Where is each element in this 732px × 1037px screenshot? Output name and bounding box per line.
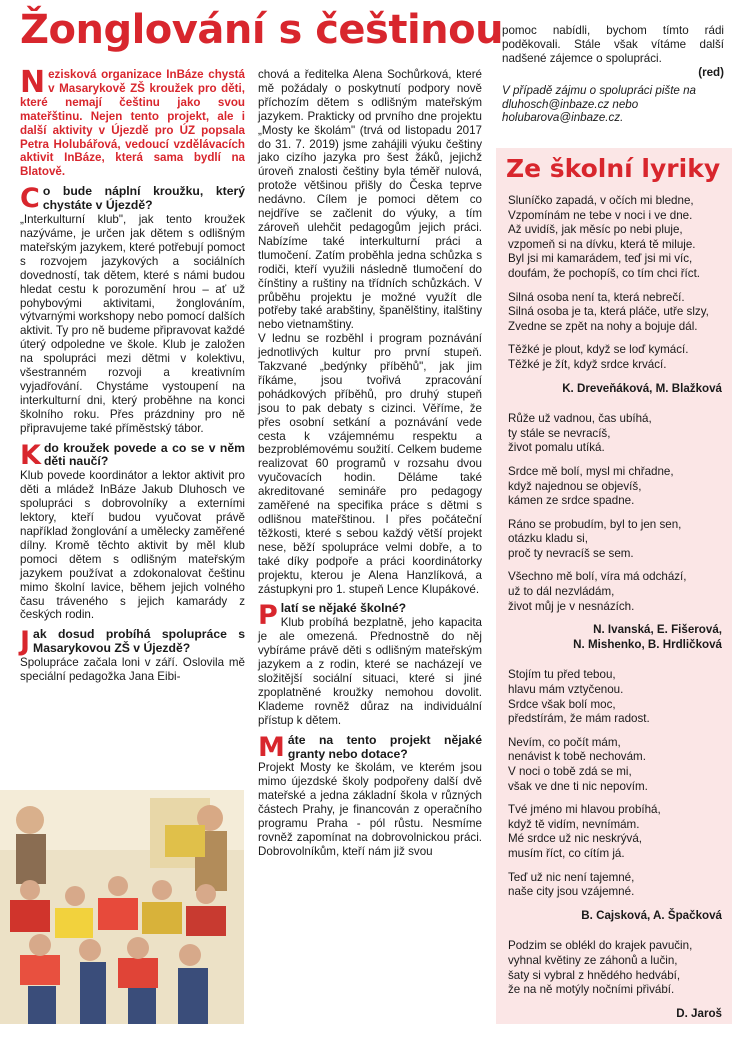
answer-3-cont: chová a ředitelka Alena Sochůrková, které mě požádaly o poskytnutí podpory nově příchozím dětem s odlišným mateřským jazykem. Prakticky od prvního dne projektu „Mosty ke školám" (trvá od listopadu 2017 do 31. 7. 2019) jsme zahájili výuku češtiny jako cizího jazyka pro šest žáků, jejichž úroveň znalosti češtiny byla téměř nulová, protože většinou přišly do Česka teprve nedávno. Cílem je pomoci dětem co nejdříve se začlenit do výuky, a tím zároveň ulehčit pedagogům jejich práci. Nabízíme také interkulturní práci a tlumočení. Zatím proběhla jedna schůzka s rodiči, kteří využili následně tlumočení do čínštiny a ruštiny na třídních schůzkách. V průběhu projektu je možné využít dle potřeby také arabštiny, španělštiny, italštiny nebo vietnamštiny. <box>258 68 482 332</box>
poems-list <box>508 194 722 1037</box>
q3-text: ak dosud probíhá spolupráce s Masarykovou ZŠ v Újezdě? <box>33 627 245 656</box>
q3-drop-cap: J <box>20 626 31 658</box>
q1-drop-cap: C <box>20 183 40 215</box>
q2-drop-cap: K <box>20 439 41 471</box>
lead-drop-cap: N <box>20 65 46 100</box>
question-1 <box>20 185 245 213</box>
answer-3-part2: V lednu se rozběhl i program poznávání jednotlivých kultur pro první stupeň. Takzvané „bedýnky příběhů", jak jim říkáme, jsou tvořivá zpracování pohádkových příběhů, pro druhý stupeň jsou to pak debaty s cizinci. Věříme, že přes osobní setkání a poznávání vede cesta k vzájemnému respektu a bezproblémovému soužití. Celkem budeme realizovat 60 programů v rozsahu dvou vyučovacích hodin. Děláme také akreditované semináře pro pedagogy zaměřené na specifika práce s dětmi s odlišnou mateřštinou. I přes počáteční těžkosti, které s sebou každý větší projekt nese, běží spolupráce velmi dobře, a to také díky podpoře a práci koordinátorky projektu, kterou je Alena Hanzlíková, a zástupkyni pro 1. stupeň Lence Klupákové. <box>258 332 482 596</box>
poem-author: D. Jaroš <box>676 1006 722 1020</box>
poetry-box <box>496 148 732 1024</box>
column-1 <box>20 65 245 684</box>
poem-stanza: Sluníčko zapadá, v očích mi bledne, Vzpomínám ne tebe v noci i ve dne. Až uvidíš, jak měsíc po nebi pluje, vzpomeň si na dívku, která tě miluje. Byl jsi mi kamarádem, teď jsi mi víc, doufám, že pochopíš, co tím chci říct. <box>508 194 701 280</box>
q1-text: o bude náplní kroužku, který chystáte v Újezdě? <box>42 184 245 213</box>
poem-stanza: Srdce mě bolí, mysl mi chřadne, když najednou se objevíš, kámen ze srdce spadne. <box>508 464 674 508</box>
q5-text: áte na tento projekt nějaké granty nebo dotace? <box>287 732 482 761</box>
poem-stanza: Těžké je plout, když se loď kymácí. Těžké je žít, když srdce krvácí. <box>508 343 689 371</box>
column-3 <box>502 24 724 125</box>
question-3 <box>20 628 245 656</box>
question-4 <box>258 600 482 632</box>
answer-5-end: pomoc nabídli, bychom tímto rádi poděkovali. Stále však vítáme další nadšené zájemce o spolupráci. <box>502 24 724 65</box>
question-5 <box>258 731 482 763</box>
poem-author: N. Ivanská, E. Fišerová, N. Mishenko, B. Hrdličková <box>573 623 722 651</box>
q5-drop-cap: M <box>258 731 285 763</box>
column-2 <box>258 68 482 859</box>
answer-5-start: Projekt Mosty ke školám, ve kterém jsou mimo újezdské školy podpořeny další dvě mateřské a jedna základní škola v různých částech Prahy, je financován z operačního programu Praha - pól růstu. Nesmíme rovněž zapomínat na dobrovolnickou práci. Dobrovolníkům, kteří nám již svou <box>258 761 482 858</box>
poem-stanza: Tvé jméno mi hlavou probíhá, když tě vidím, nevnímám. Mé srdce už nic neskrývá, musím říct, co cítím já. <box>508 803 661 860</box>
poem-author: B. Cajsková, A. Špačková <box>581 908 722 922</box>
poetry-heading: Ze školní lyriky <box>506 154 721 183</box>
q2-text: do kroužek povede a co se v něm děti naučí? <box>43 440 245 469</box>
question-2 <box>20 439 245 471</box>
poem-author: K. Dreveňáková, M. Blažková <box>562 381 722 395</box>
lead-text: ezisková organizace InBáze chystá v Masarykově ZŠ kroužek pro děti, které nemají češtinu jako svou mateřštinu. Nejen tento projekt, ale i další aktivity v Újezdě pro ÚZ popsala Petra Holubářová, vedoucí vzdělávacích aktivit InBáze, která sama bydlí na Blatově. <box>20 68 245 179</box>
contact-note: V případě zájmu o spolupráci pište na dluhosch@inbaze.cz nebo holubarova@inbaze.cz. <box>502 83 696 125</box>
poem-stanza: Ráno se probudím, byl to jen sen, otázku kladu si, proč ty nevracíš se sem. <box>508 517 682 560</box>
article-lead <box>20 65 245 179</box>
children-photo <box>0 790 244 1024</box>
poem-stanza: Silná osoba není ta, která nebrečí. Silná osoba je ta, která pláče, utře slzy, Zvedne se zpět na nohy a bojuje dál. <box>508 290 709 333</box>
poem-stanza: Podzim se oblékl do krajek pavučin, vyhnal květiny ze záhonů a lučin, šaty si vybral z hnědého hedvábí, že na ně motýly nočními přivábí. <box>508 939 693 997</box>
poem-stanza: Růže už vadnou, čas ubíhá, ty stále se nevracíš, život pomalu utíká. <box>508 412 652 455</box>
answer-3-start: Spolupráce začala loni v září. Oslovila mě speciální pedagožka Jana Eibi- <box>20 656 245 684</box>
q4-drop-cap: P <box>258 600 278 632</box>
poem-stanza: Nevím, co počít mám, nenávist k tobě nechovám. V noci o tobě zdá se mi, však ve dne ti nic nepovím. <box>508 735 648 793</box>
poem-stanza: Stojím tu před tebou, hlavu mám vztyčenou. Srdce však bolí moc, předstírám, že mám radost. <box>508 668 650 726</box>
q4-text: latí se nějaké školné? <box>280 601 407 616</box>
answer-4: Klub probíhá bezplatně, jeho kapacita je ale omezená. Přednostně do něj vybíráme právě děti s odlišným mateřským jazykem a z rodin, které se nacházejí ve složitější sociální situaci, které si jiné zpoplatněné kroužky nemohou dovolit. Klademe rovněž důraz na individuální přístup k dětem. <box>258 616 482 727</box>
article-signature: (red) <box>698 65 724 79</box>
poem-stanza: Teď už nic není tajemné, naše city jsou vzájemné. <box>508 870 635 899</box>
children-with-drawings-image <box>0 790 244 1024</box>
answer-2: Klub povede koordinátor a lektor aktivit pro děti a mládež InBáze Jakub Dluhosch ve spolupráci s dobrovolníky a externími lektory, kteří budou vyučovat právě například žonglování a umělecky zaměřené dílny. Kromě těchto aktivit by měl klub pomoci dětem s odlišným mateřským jazykem používat a zdokonalovat češtinu mimo školní lavice, během jejich volného času tráveného s jejich kamarády z českých rodin. <box>20 469 245 622</box>
article-title: Žonglování s češtinou <box>20 7 504 53</box>
poem-stanza: Všechno mě bolí, víra má odchází, už to dál nezvládám, život můj je v nesnázích. <box>508 570 687 613</box>
answer-1: „Interkulturní klub", jak tento kroužek nazýváme, je určen jak dětem s odlišným mateřským jazykem, které potřebují pomoct s rozvojem jazykových a sociálních dovedností, tak dětem, které s námi budou hledat cestu k porozumění hrou – ať už pohybovými aktivitami, žonglováním, výtvarnými workshopy nebo pomocí dalších aktivit. Ty pro ně budeme připravovat každé úterý odpoledne ve škole. Klub je založen na spolupráci mezi dětmi v kolektivu, všestranném rozvoji a kreativním vyjadřování. Chystáme vystoupení na interkulturní dni, který proběhne na konci školního roku. Přes prázdniny pro ně připravujeme také příměstský tábor. <box>20 213 245 435</box>
